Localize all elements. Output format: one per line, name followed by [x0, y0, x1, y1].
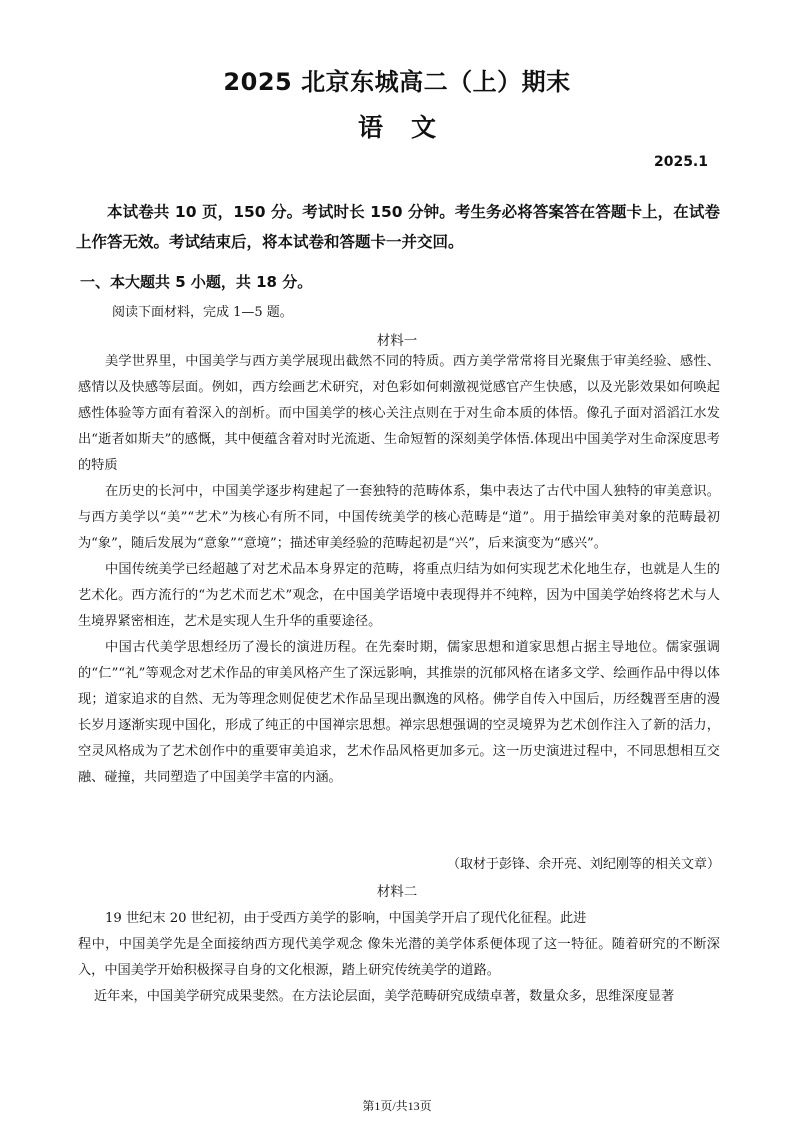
material-2-body: [78, 906, 720, 1010]
subject-title: 语文: [357, 113, 464, 142]
paragraph: 中国传统美学已经超越了对艺术品本身界定的范畴，将重点归结为如何实现艺术化地生存，也就是人生的艺术化。西方流行的“为艺术而艺术”观念，在中国美学语境中表现得并不纯粹，因为中国美学始终将艺术与人生境界紧密相连，艺术是实现人生升华的重要途径。: [78, 562, 720, 629]
paragraph: 程中，中国美学先是全面接纳西方现代美学观念 像朱光潜的美学体系便体现了这一特征。随着研究的不断深入，中国美学开始积极探寻自身的文化根源，踏上研究传统美学的道路。: [78, 937, 720, 978]
page-footer: 第1页/共13页: [362, 1099, 432, 1113]
material-2-title: 材料二: [376, 884, 418, 900]
exam-date: 2025.1: [653, 154, 708, 170]
material-1-source: （取材于彭锋、余开亮、刘纪刚等的相关文章）: [446, 857, 720, 872]
paragraph: 中国古代美学思想经历了漫长的演进历程。在先秦时期，儒家思想和道家思想占据主导地位。儒家强调的“仁”“礼”等观念对艺术作品的审美风格产生了深远影响，其推崇的沉郁风格在诸多文学、绘画作品中得以体现；道家追求的自然、无为等理念则促使艺术作品呈现出飘逸的风格。佛学自传入中国后，历经魏晋至唐的漫长岁月逐渐实现中国化，形成了纯正的中国禅宗思想。禅宗思想强调的空灵境界为艺术创作注入了新的活力，空灵风格成为了艺术创作中的重要审美追求，艺术作品风格更加多元。这一历史演进过程中，不同思想相互交融、碰撞，共同塑造了中国美学丰富的内涵。: [78, 640, 720, 785]
reading-instruction: 阅读下面材料，完成 1—5 题。: [112, 305, 293, 320]
paragraph: 美学世界里，中国美学与西方美学展现出截然不同的特质。西方美学常常将目光聚焦于审美经验、感性、感情以及快感等层面。例如，西方绘画艺术研究，对色彩如何刺激视觉感官产生快感，以及光影效果如何唤起感性体验等方面有着深入的剖析。而中国美学的核心关注点则在于对生命本质的体悟。像孔子面对滔滔江水发出“逝者如斯夫”的感慨，其中便蕴含着对时光流逝、生命短暂的深刻美学体悟.体现出中国美学对生命深度思考的特质: [78, 354, 720, 473]
exam-notice: 本试卷共 10 页，150 分。考试时长 150 分钟。考生务必将答案答在答题卡上，在试卷上作答无效。考试结束后，将本试卷和答题卡一并交回。: [76, 203, 720, 251]
exam-title: 2025 北京东城高二（上）期末: [223, 68, 571, 96]
material-1-body: [78, 349, 720, 791]
paragraph: 在历史的长河中，中国美学逐步构建起了一套独特的范畴体系，集中表达了古代中国人独特的审美意识。与西方美学以“美”“艺术”为核心有所不同，中国传统美学的核心范畴是“道”。用于描绘审美对象的范畴最初为“象”，随后发展为“意象”“意境”；描述审美经验的范畴起初是“兴”，后来演变为“感兴”。: [78, 484, 720, 551]
paragraph: 19 世纪末 20 世纪初，由于受西方美学的影响，中国美学开启了现代化征程。此进: [105, 911, 587, 926]
section-heading: 一、本大题共 5 小题，共 18 分。: [80, 273, 313, 291]
paragraph: 近年来，中国美学研究成果斐然。在方法论层面，美学范畴研究成绩卓著，数量众多，思维深度显著: [94, 989, 675, 1004]
material-1-title: 材料一: [376, 333, 418, 349]
